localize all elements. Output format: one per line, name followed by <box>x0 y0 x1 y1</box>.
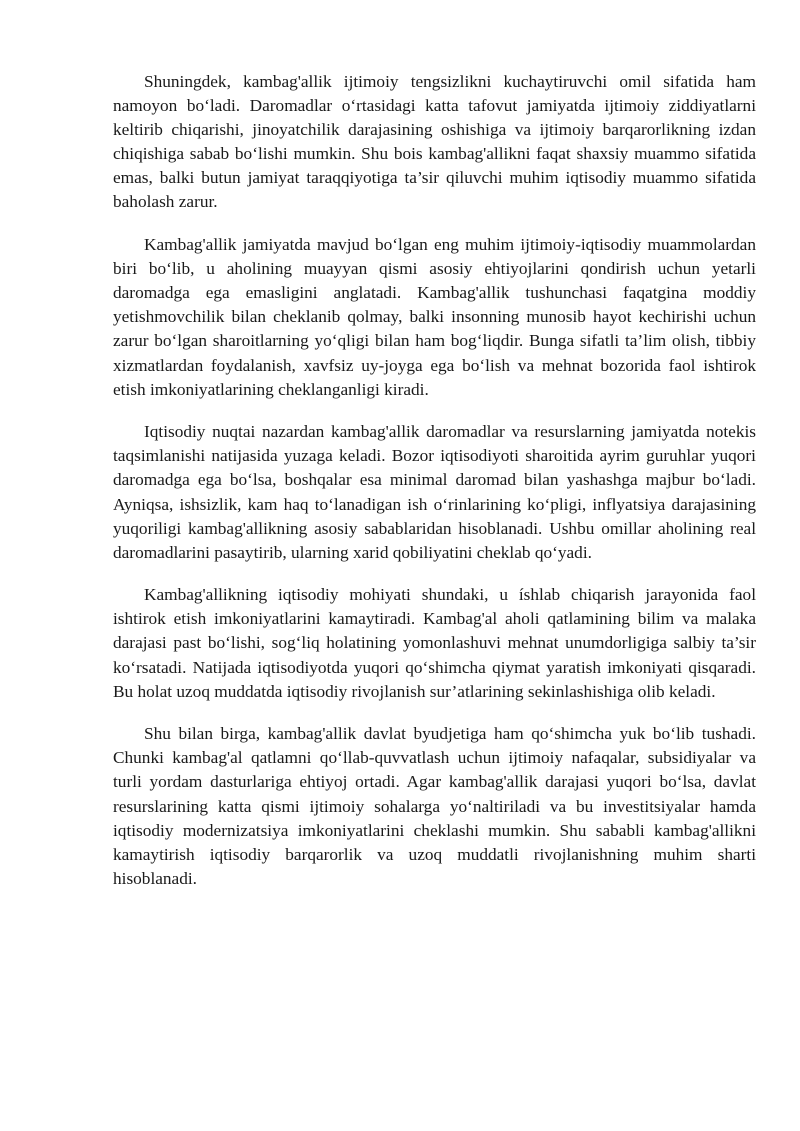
paragraph-5: Shu bilan birga, kambag'allik davlat byudjetiga ham qo‘shimcha yuk bo‘lib tushadi. Chunki kambag'al qatlamni qo‘llab-quvvatlash uchun ijtimoiy nafaqalar, subsidiyalar va turli yordam dasturlariga ehtiyoj ortadi. Agar kambag'allik darajasi yuqori bo‘lsa, davlat resurslarining katta qismi ijtimoiy sohalarga yo‘naltiriladi va bu investitsiyalar hamda iqtisodiy modernizatsiya imkoniyatlarini cheklashi mumkin. Shu sababli kambag'allikni kamaytirish iqtisodiy barqarorlik va uzoq muddatli rivojlanishning muhim sharti hisoblanadi. <box>113 724 756 888</box>
paragraph-3: Iqtisodiy nuqtai nazardan kambag'allik daromadlar va resurslarning jamiyatda notekis taqsimlanishi natijasida yuzaga keladi. Bozor iqtisodiyoti sharoitida ayrim guruhlar yuqori daromadga ega bo‘lsa, boshqalar esa minimal daromad bilan yashashga majbur bo‘ladi. Ayniqsa, ishsizlik, kam haq to‘lanadigan ish o‘rinlarining ko‘pligi, inflyatsiya darajasining yuqoriligi kambag'allikning asosiy sabablaridan hisoblanadi. Ushbu omillar aholining real daromadlarini pasaytirib, ularning xarid qobiliyatini cheklab qo‘yadi. <box>113 422 756 562</box>
paragraph-4: Kambag'allikning iqtisodiy mohiyati shundaki, u íshlab chiqarish jarayonida faol ishtirok etish imkoniyatlarini kamaytiradi. Kambag'al aholi qatlamining bilim va malaka darajasi past bo‘lishi, sog‘liq holatining yomonlashuvi mehnat unumdorligiga salbiy ta’sir ko‘rsatadi. Natijada iqtisodiyotda yuqori qo‘shimcha qiymat yaratish imkoniyati qisqaradi. Bu holat uzoq muddatda iqtisodiy rivojlanish sur’atlarining sekinlashishiga olib keladi. <box>113 585 756 701</box>
paragraph-1: Shuningdek, kambag'allik ijtimoiy tengsizlikni kuchaytiruvchi omil sifatida ham namoyon bo‘ladi. Daromadlar o‘rtasidagi katta tafovut jamiyatda ijtimoiy ziddiyatlarni keltirib chiqarishi, jinoyatchilik darajasining oshishiga va ijtimoiy barqarorlikning izdan chiqishiga sabab bo‘lishi mumkin. Shu bois kambag'allikni faqat shaxsiy muammo sifatida emas, balki butun jamiyat taraqqiyotiga ta’sir qiluvchi muhim iqtisodiy muammo sifatida baholash zarur. <box>113 72 756 212</box>
document-body <box>113 70 756 909</box>
paragraph-2: Kambag'allik jamiyatda mavjud bo‘lgan eng muhim ijtimoiy-iqtisodiy muammolardan biri bo‘lib, u aholining muayyan qismi asosiy ehtiyojlarini qondirish uchun yetarli daromadga ega emasligini anglatadi. Kambag'allik tushunchasi faqatgina moddiy yetishmovchilik bilan cheklanib qolmay, balki insonning munosib hayot kechirishi uchun zarur bo‘lgan sharoitlarning yo‘qligi bilan ham bog‘liqdir. Bunga sifatli ta’lim olish, tibbiy xizmatlardan foydalanish, xavfsiz uy-joyga ega bo‘lish va mehnat bozorida faol ishtirok etish imkoniyatlarining cheklanganligi kiradi. <box>113 235 756 399</box>
